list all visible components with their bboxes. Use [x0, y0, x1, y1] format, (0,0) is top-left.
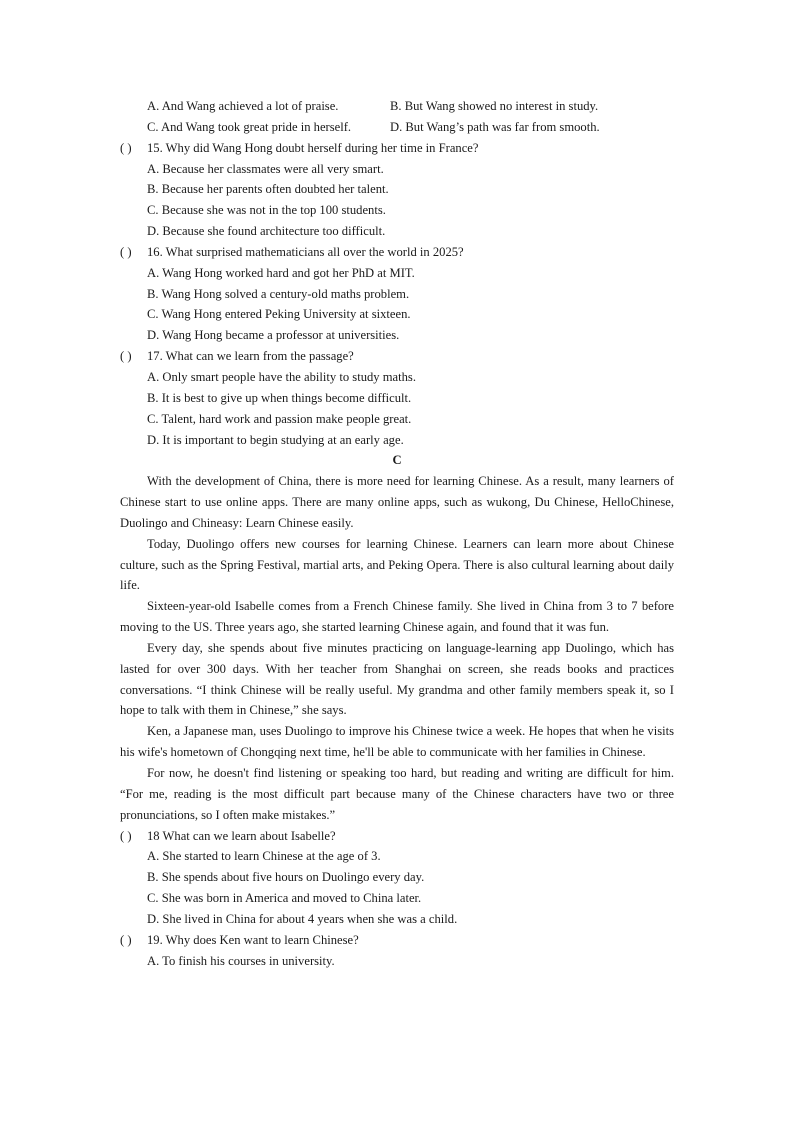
q18-option-d: D. She lived in China for about 4 years when she was a child.	[147, 911, 458, 926]
q16-option-a: A. Wang Hong worked hard and got her PhD at MIT.	[147, 265, 415, 280]
question-17	[120, 346, 674, 367]
q17-option-b: B. It is best to give up when things become difficult.	[147, 390, 412, 405]
paragraph-text: Today, Duolingo offers new courses for learning Chinese. Learners can learn more about Chinese culture, such as the Spring Festival, martial arts, and Peking Opera. There is also cultural learning about daily life.	[120, 536, 674, 593]
paragraph-text: Sixteen-year-old Isabelle comes from a French Chinese family. She lived in China from 3 to 7 before moving to the US. Three years ago, she started learning Chinese again, and found that it was fun.	[120, 599, 674, 635]
q14-options-row-1	[120, 96, 674, 117]
q14-option-c: C. And Wang took great pride in herself.	[147, 119, 352, 134]
q15-option-d: D. Because she found architecture too difficult.	[147, 224, 386, 239]
question-15	[120, 138, 674, 159]
q14-options-row-2	[120, 117, 674, 138]
section-heading: C	[392, 453, 402, 468]
passage-paragraph-5	[120, 721, 674, 763]
question-18	[120, 826, 674, 847]
q15-option-a: A. Because her classmates were all very smart.	[147, 161, 384, 176]
question-text: 19. Why does Ken want to learn Chinese?	[147, 932, 359, 947]
q15-option-c: C. Because she was not in the top 100 students.	[147, 203, 386, 218]
q14-option-b: B. But Wang showed no interest in study.	[390, 99, 599, 113]
q17-option-a: A. Only smart people have the ability to study maths.	[147, 369, 416, 384]
q14-option-d: D. But Wang’s path was far from smooth.	[390, 119, 600, 134]
answer-blank[interactable]: ( )	[120, 828, 132, 843]
question-text: 16. What surprised mathematicians all over the world in 2025?	[147, 244, 464, 259]
passage-paragraph-1	[120, 471, 674, 534]
question-19	[120, 930, 674, 951]
q16-option-c: C. Wang Hong entered Peking University at sixteen.	[147, 307, 411, 322]
question-16	[120, 242, 674, 263]
paragraph-text: For now, he doesn't find listening or speaking too hard, but reading and writing are difficult for him. “For me, reading is the most difficult part because many of the Chinese characters have two or three pronunciations, so I often make mistakes.”	[120, 766, 674, 822]
answer-blank[interactable]: ( )	[120, 932, 132, 947]
answer-blank[interactable]: ( )	[120, 140, 132, 155]
q16-option-b: B. Wang Hong solved a century-old maths problem.	[147, 286, 410, 301]
answer-blank[interactable]: ( )	[120, 349, 132, 364]
passage-paragraph-2	[120, 534, 674, 597]
question-text: 18 What can we learn about Isabelle?	[147, 828, 336, 843]
q18-option-b: B. She spends about five hours on Duolingo every day.	[147, 870, 425, 885]
answer-blank[interactable]: ( )	[120, 244, 132, 259]
q15-option-b: B. Because her parents often doubted her talent.	[147, 182, 389, 197]
q18-option-a: A. She started to learn Chinese at the age of 3.	[147, 849, 381, 864]
q16-option-d: D. Wang Hong became a professor at universities.	[147, 328, 400, 343]
q17-option-d: D. It is important to begin studying at an early age.	[147, 432, 404, 447]
q18-option-c: C. She was born in America and moved to China later.	[147, 891, 422, 906]
page-content	[120, 96, 674, 971]
question-text: 17. What can we learn from the passage?	[147, 349, 354, 364]
passage-paragraph-6	[120, 763, 674, 826]
paragraph-text: Every day, she spends about five minutes practicing on language-learning app Duolingo, which has lasted for over 300 days. With her teacher from Shanghai on screen, she reads books and practices conversations. “I think Chinese will be really useful. My grandma and other family members speak it, so I hope to talk with them in Chinese,” she says.	[120, 640, 674, 718]
question-text: 15. Why did Wang Hong doubt herself during her time in France?	[147, 140, 479, 155]
q19-option-a: A. To finish his courses in university.	[147, 953, 335, 968]
paragraph-text: Ken, a Japanese man, uses Duolingo to improve his Chinese twice a week. He hopes that when he visits his wife's hometown of Chongqing next time, he'll be able to communicate with her families in Chinese.	[120, 724, 674, 760]
q14-option-a: A. And Wang achieved a lot of praise.	[147, 99, 339, 113]
paragraph-text: With the development of China, there is more need for learning Chinese. As a result, many learners of Chinese start to use online apps. There are many online apps, such as wukong, Du Chinese, HelloChinese, Duolingo and Chineasy: Learn Chinese easily.	[120, 474, 674, 530]
passage-paragraph-4	[120, 638, 674, 721]
passage-paragraph-3	[120, 596, 674, 638]
q17-option-c: C. Talent, hard work and passion make people great.	[147, 411, 412, 426]
